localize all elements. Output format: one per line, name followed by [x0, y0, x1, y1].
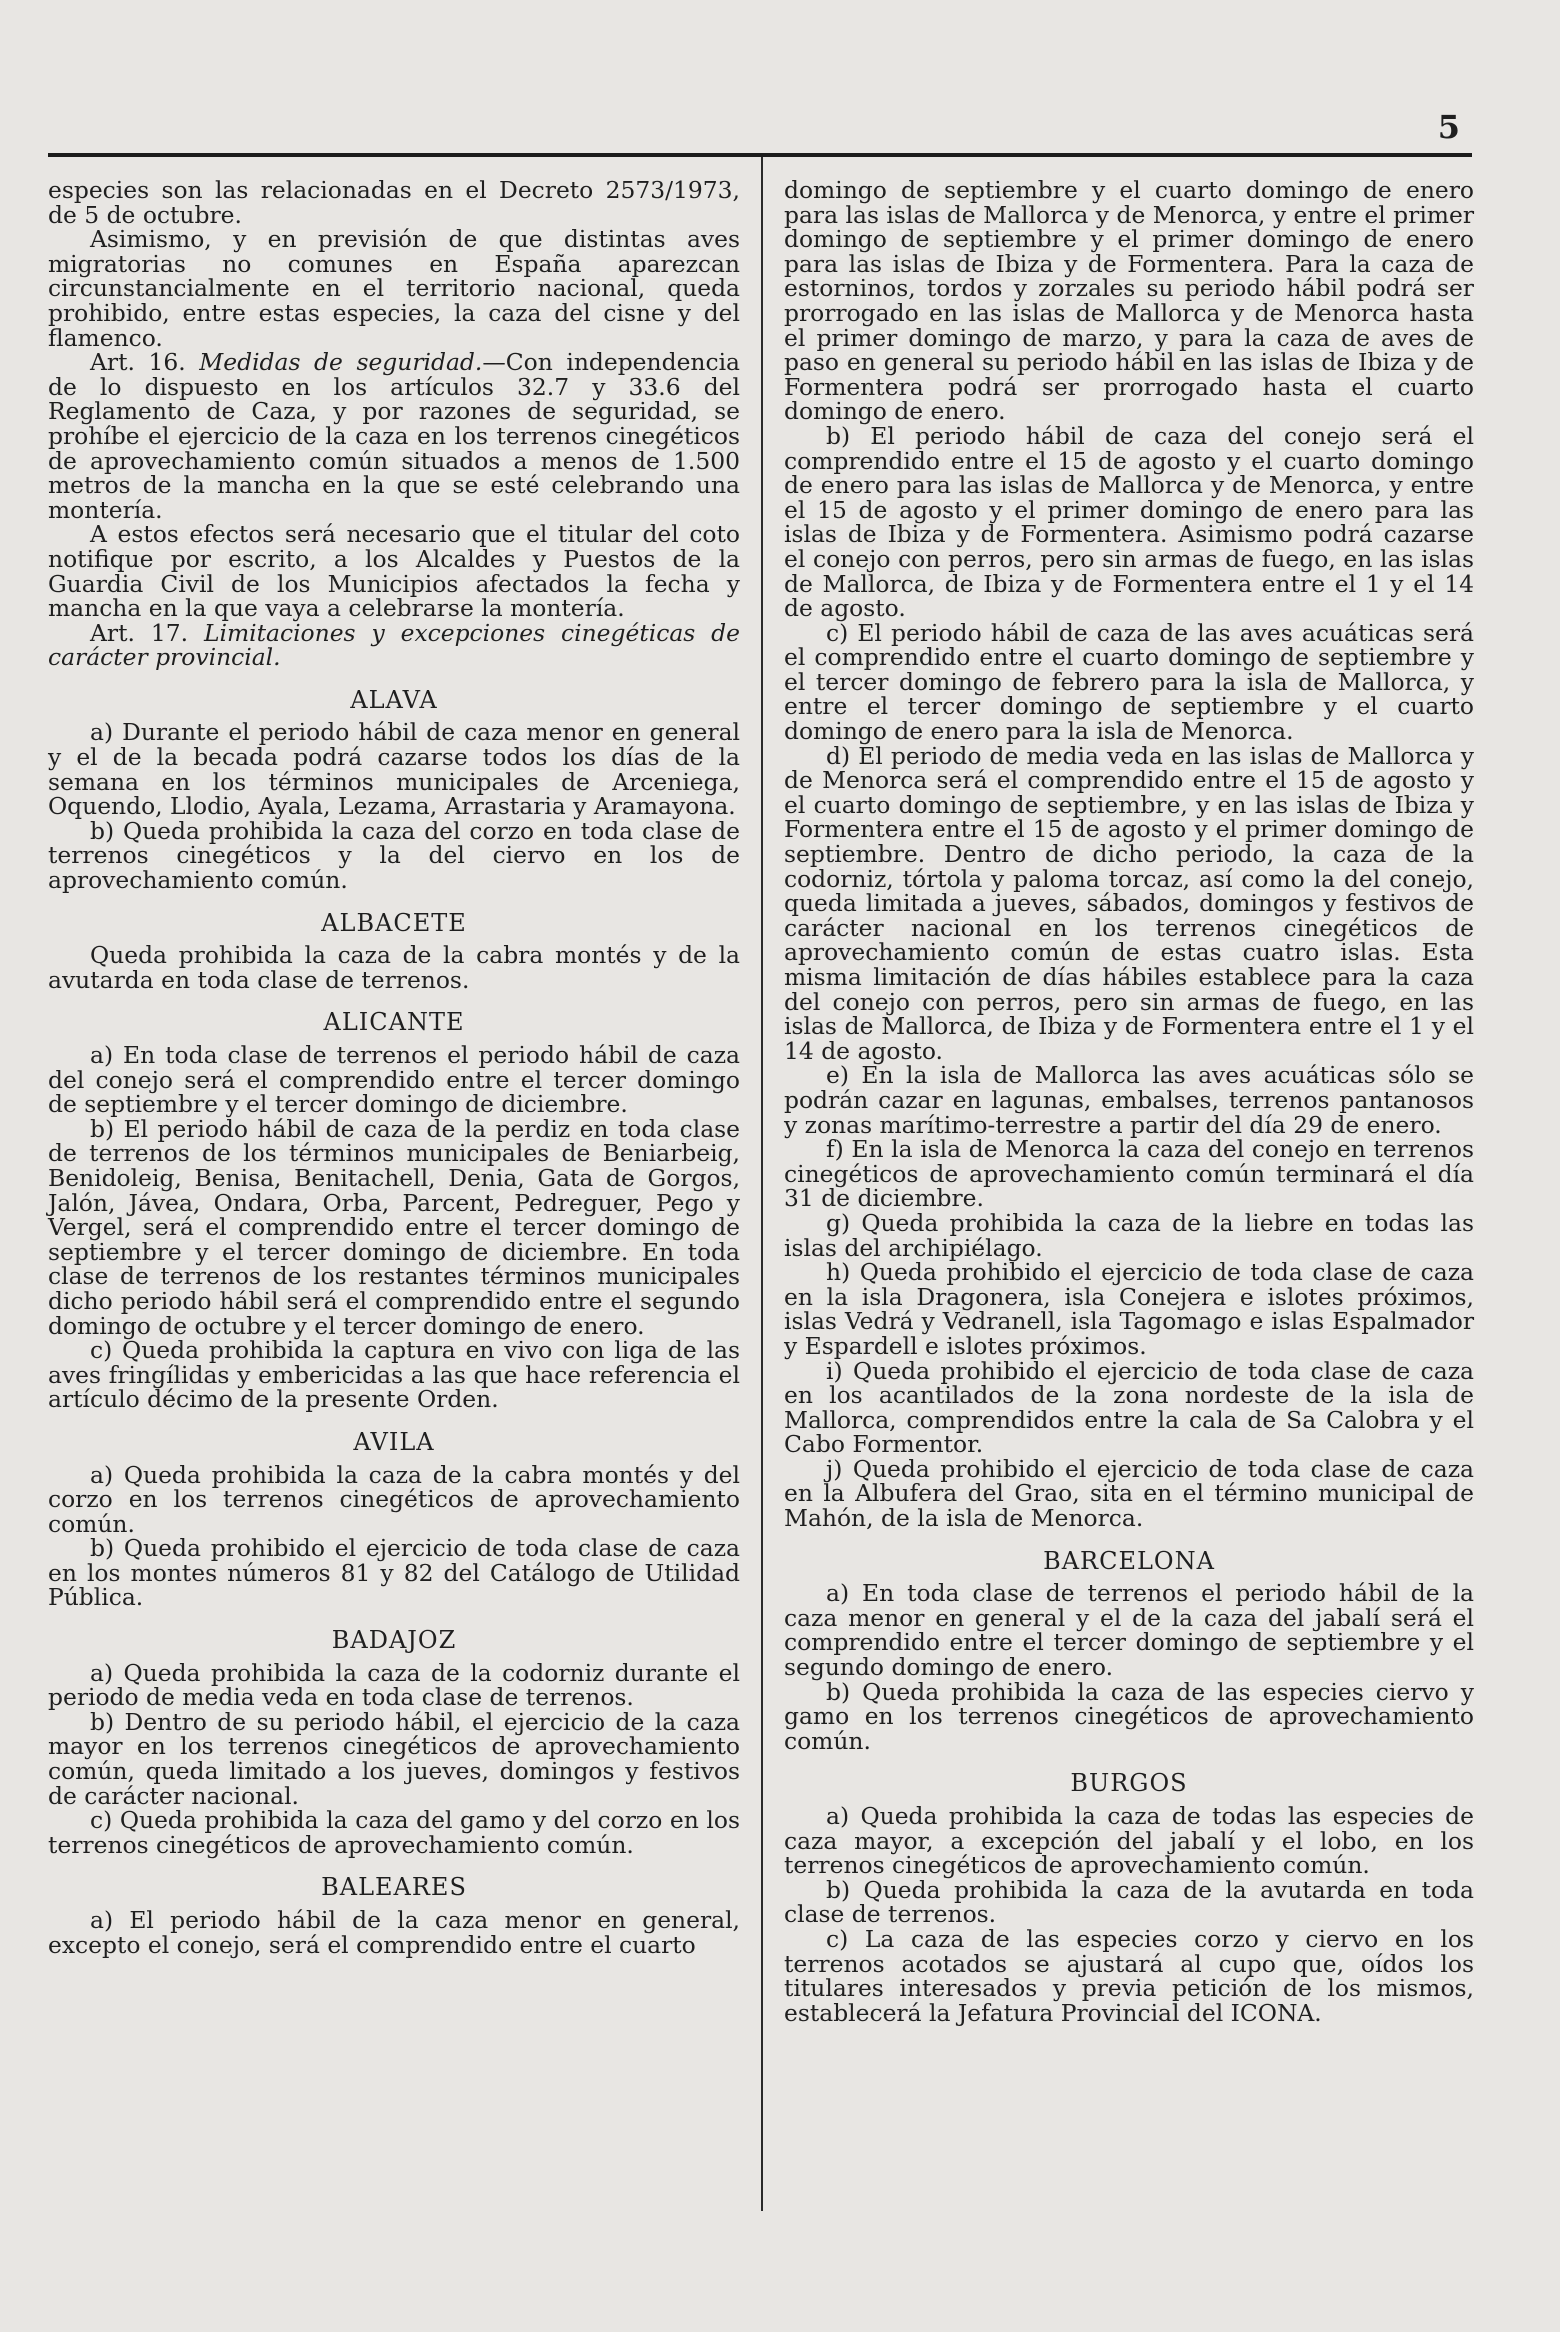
- paragraph: b) Queda prohibida la caza de las especies ciervo y gamo en los terrenos cinegéticos de aprovechamiento común.: [784, 1677, 1474, 1755]
- article-text: —Con independencia de lo dispuesto en los artículos 32.7 y 33.6 del Reglamento de Caza, y por razones de seguridad, se prohíbe el ejercicio de la caza en los terrenos cinegéticos de aprovechamiento común situados a menos de 1.500 metros de la mancha en la que se esté celebrando una montería.: [48, 348, 740, 524]
- paragraph: c) El periodo hábil de caza de las aves acuáticas será el comprendido entre el cuarto domingo de septiembre y el tercer domingo de febrero para la isla de Mallorca, y entre el tercer domingo de septiembre y el cuarto domingo de enero para la isla de Menorca.: [784, 618, 1474, 746]
- province-heading: BALEARES: [321, 1873, 467, 1902]
- paragraph: e) En la isla de Mallorca las aves acuáticas sólo se podrán cazar en lagunas, embalses, terrenos pantanosos y zonas marítimo-terrestre a partir del día 29 de enero.: [784, 1061, 1474, 1139]
- paragraph: c) Queda prohibida la captura en vivo con liga de las aves fringílidas y embericidas a las que hace referencia el artículo décimo de la presente Orden.: [48, 1336, 740, 1414]
- paragraph: b) Queda prohibida la caza de la avutarda en toda clase de terrenos.: [784, 1875, 1474, 1929]
- paragraph: b) Queda prohibida la caza del corzo en toda clase de terrenos cinegéticos y la del ciervo en los de aprovechamiento común.: [48, 816, 740, 895]
- page-number: 5: [1437, 108, 1460, 146]
- paragraph: Queda prohibida la caza de la cabra montés y de la avutarda en toda clase de terrenos.: [48, 941, 740, 994]
- paragraph: a) Queda prohibida la caza de la cabra montés y del corzo en los terrenos cinegéticos de aprovechamiento común.: [48, 1460, 740, 1538]
- paragraph: b) El periodo hábil de caza del conejo será el comprendido entre el 15 de agosto y el cuarto domingo de enero para las islas de Mallorca y de Menorca, y entre el 15 de agosto y el primer domingo de enero para las islas de Ibiza y de Formentera. Asimismo podrá cazarse el conejo con perros, pero sin armas de fuego, en las islas de Mallorca, de Ibiza y de Formentera entre el 1 y el 14 de agosto.: [784, 421, 1474, 623]
- paragraph: g) Queda prohibida la caza de la liebre en todas las islas del archipiélago.: [784, 1208, 1474, 1262]
- paragraph: a) En toda clase de terrenos el periodo hábil de la caza menor en general y el de la caza del jabalí será el comprendido entre el tercer domingo de septiembre y el segundo domingo de enero.: [784, 1579, 1474, 1682]
- paragraph: i) Queda prohibido el ejercicio de toda clase de caza en los acantilados de la zona nordeste de la isla de Mallorca, comprendidos entre la cala de Sa Calobra y el Cabo Formentor.: [784, 1356, 1474, 1459]
- paragraph: especies son las relacionadas en el Decreto 2573/1973, de 5 de octubre.: [48, 176, 740, 229]
- paragraph: h) Queda prohibido el ejercicio de toda clase de caza en la isla Dragonera, isla Conejera e islotes próximos, islas Vedrá y Vedranell, isla Tagomago e islas Espalmador y Espardell e islotes próximos.: [784, 1258, 1474, 1360]
- paragraph: a) Queda prohibida la caza de todas las especies de caza mayor, a excepción del jabalí y el lobo, en los terrenos cinegéticos de aprovechamiento común.: [784, 1802, 1474, 1880]
- province-heading: ALAVA: [350, 685, 438, 714]
- article-title: Medidas de seguridad.: [199, 348, 483, 377]
- article-label: Art. 17.: [90, 618, 189, 647]
- right-column: [784, 178, 1474, 2025]
- paragraph: c) Queda prohibida la caza del gamo y del corzo en los terrenos cinegéticos de aprovechamiento común.: [48, 1806, 740, 1859]
- province-heading: BADAJOZ: [331, 1626, 457, 1655]
- article-16: [48, 350, 740, 522]
- paragraph: b) Queda prohibido el ejercicio de toda clase de caza en los montes números 81 y 82 del Catálogo de Utilidad Pública.: [48, 1534, 740, 1612]
- article-17: [48, 618, 741, 672]
- article-label: Art. 16.: [90, 348, 186, 377]
- paragraph: d) El periodo de media veda en las islas de Mallorca y de Menorca será el comprendido entre el 15 de agosto y el cuarto domingo de septiembre, y en las islas de Ibiza y Formentera entre el 15 de agosto y el primer domingo de septiembre. Dentro de dicho periodo, la caza de la codorniz, tórtola y paloma torcaz, así como la del conejo, queda limitada a jueves, sábados, domingos y festivos de carácter nacional en los terrenos cinegéticos de aprovechamiento común de estas cuatro islas. Esta misma limitación de días hábiles establece para la caza del conejo con perros, pero sin armas de fuego, en las islas de Mallorca, de Ibiza y de Formentera entre el 1 y el 14 de agosto.: [784, 741, 1474, 1065]
- left-column: [48, 178, 740, 1957]
- paragraph: f) En la isla de Menorca la caza del conejo en terrenos cinegéticos de aprovechamiento común terminará el día 31 de diciembre.: [784, 1135, 1474, 1213]
- province-heading: BURGOS: [1070, 1769, 1188, 1798]
- province-heading: BARCELONA: [1043, 1546, 1215, 1575]
- paragraph: a) En toda clase de terrenos el periodo hábil de caza del conejo será el comprendido entre el tercer domingo de septiembre y el tercer domingo de diciembre.: [48, 1041, 740, 1119]
- header-rule: [48, 153, 1472, 157]
- province-heading: ALBACETE: [321, 908, 467, 937]
- paragraph: Asimismo, y en previsión de que distintas aves migratorias no comunes en España aparezcan circunstancialmente en el territorio nacional, queda prohibido, entre estas especies, la caza del cisne y del flamenco.: [48, 225, 740, 352]
- paragraph: a) El periodo hábil de la caza menor en general, excepto el conejo, será el comprendido entre el cuarto: [48, 1906, 740, 1959]
- article-title: Limitaciones y excepciones cinegéticas de carácter provincial.: [48, 618, 741, 672]
- paragraph: c) La caza de las especies corzo y ciervo en los terrenos acotados se ajustará al cupo que, oídos los titulares interesados y previa petición de los mismos, establecerá la Jefatura Provincial del ICONA.: [784, 1924, 1474, 2027]
- paragraph: j) Queda prohibido el ejercicio de toda clase de caza en la Albufera del Grao, sita en el término municipal de Mahón, de la isla de Menorca.: [784, 1454, 1474, 1533]
- paragraph: b) El periodo hábil de caza de la perdiz en toda clase de terrenos de los términos municipales de Beniarbeig, Benidoleig, Benisa, Benitachell, Denia, Gata de Gorgos, Jalón, Jávea, Ondara, Orba, Parcent, Pedreguer, Pego y Vergel, será el comprendido entre el tercer domingo de septiembre y el tercer domingo de diciembre. En toda clase de terrenos de los restantes términos municipales dicho periodo hábil será el comprendido entre el segundo domingo de octubre y el tercer domingo de enero.: [48, 1114, 740, 1340]
- column-divider: [761, 157, 763, 2211]
- paragraph: domingo de septiembre y el cuarto domingo de enero para las islas de Mallorca y de Menorca, y entre el primer domingo de septiembre y el primer domingo de enero para las islas de Ibiza y de Formentera. Para la caza de estorninos, tordos y zorzales su periodo hábil podrá ser prorrogado en las islas de Mallorca y de Menorca hasta el primer domingo de marzo, y para la caza de aves de paso en general su periodo hábil en las islas de Ibiza y de Formentera podrá ser prorrogado hasta el cuarto domingo de enero.: [784, 176, 1474, 426]
- paragraph: A estos efectos será necesario que el titular del coto notifique por escrito, a los Alcaldes y Puestos de la Guardia Civil de los Municipios afectados la fecha y mancha en la que vaya a celebrarse la montería.: [48, 520, 740, 623]
- province-heading: AVILA: [353, 1427, 435, 1456]
- paragraph: a) Durante el periodo hábil de caza menor en general y el de la becada podrá cazarse todos los días de la semana en los términos municipales de Arceniega, Oquendo, Llodio, Ayala, Lezama, Arrastaria y Aramayona.: [48, 718, 740, 821]
- paragraph: b) Dentro de su periodo hábil, el ejercicio de la caza mayor en los terrenos cinegéticos de aprovechamiento común, queda limitado a los jueves, domingos y festivos de carácter nacional.: [48, 1707, 740, 1810]
- province-heading: ALICANTE: [323, 1008, 465, 1037]
- paragraph: a) Queda prohibida la caza de la codorniz durante el periodo de media veda en toda clase de terrenos.: [48, 1658, 740, 1712]
